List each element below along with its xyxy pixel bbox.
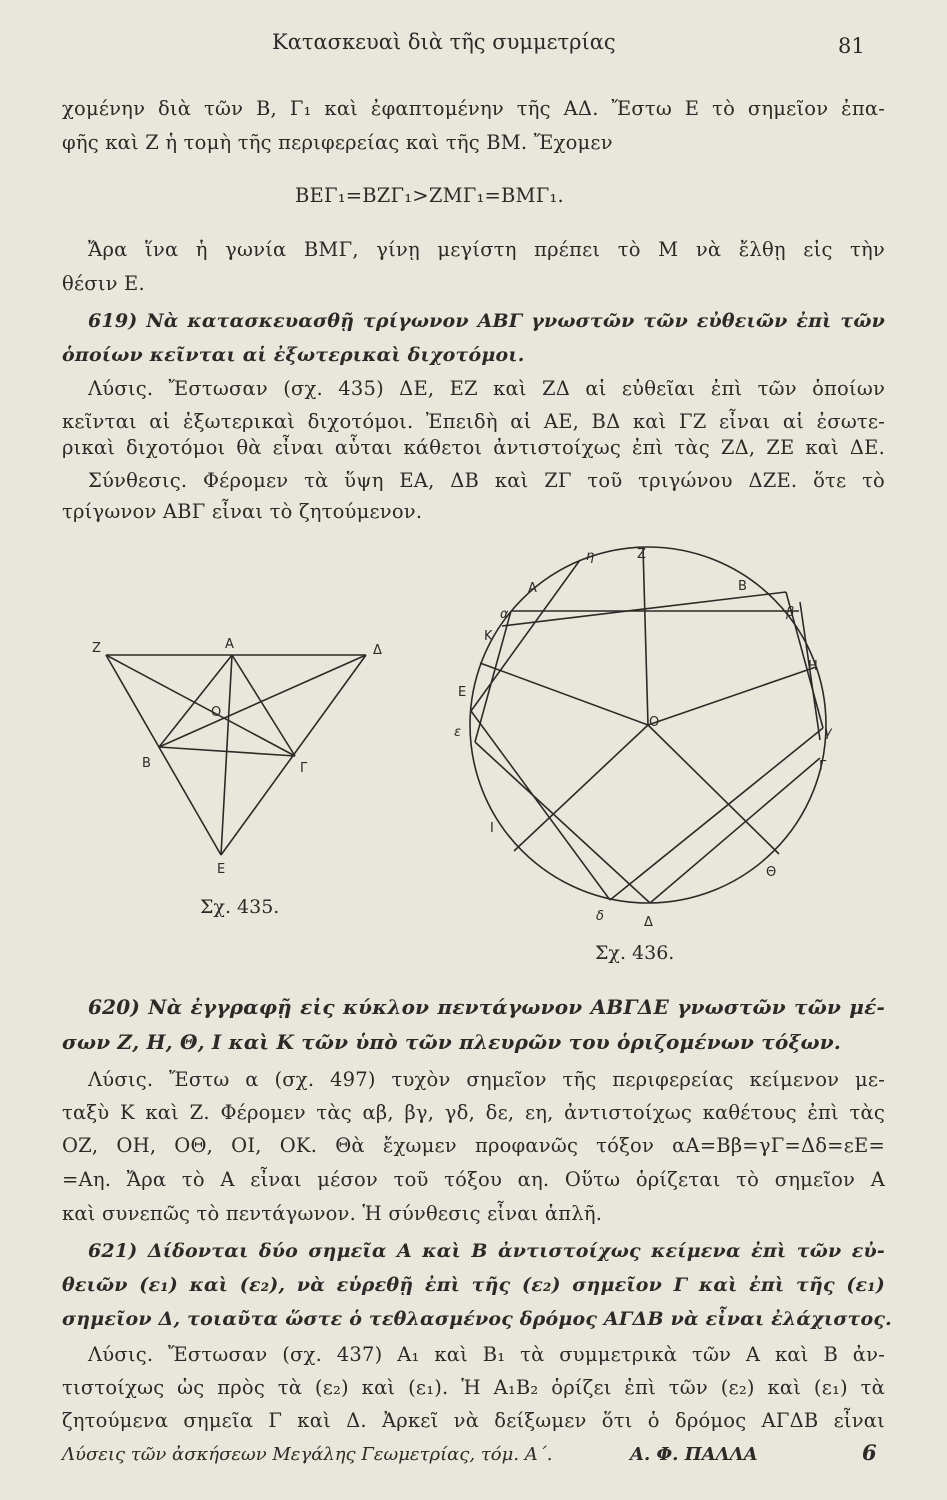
chord-gamma-delta (610, 728, 823, 900)
label-e: Ε (217, 862, 226, 877)
label-a: Α (528, 581, 537, 596)
text-line: Λύσις. Ἔστωσαν (σχ. 437) Α₁ καὶ Β₁ τὰ συμμετρικὰ τῶν Α καὶ Β ἀν- (88, 1343, 885, 1366)
label-z: Ζ (637, 547, 646, 562)
label-g: Γ (819, 759, 827, 774)
label-z: Ζ (92, 641, 101, 656)
text-line: ζητούμενα σημεῖα Γ καὶ Δ. Ἀρκεῖ νὰ δείξωμεν ὅτι ὁ δρόμος ΑΓΔΒ εἶναι (62, 1409, 885, 1432)
problem-619-title-cont: ὁποίων κεῖνται αἱ ἐξωτερικαὶ διχοτόμοι. (62, 344, 525, 366)
label-a: Α (225, 637, 234, 652)
caption-436: Σχ. 436. (595, 942, 675, 964)
page-number: 81 (838, 34, 865, 58)
label-i: Ι (490, 821, 494, 836)
text-line: Λύσις. Ἔστω α (σχ. 497) τυχὸν σημεῖον τῆς περιφερείας κείμενον με- (88, 1068, 885, 1091)
label-h: Η (808, 659, 818, 674)
radius-oth (648, 725, 779, 854)
text-line: φῆς καὶ Ζ ἡ τομὴ τῆς περιφερείας καὶ τῆς ΒΜ. Ἔχομεν (62, 131, 613, 154)
text-line: Λύσις. Ἔστωσαν (σχ. 435) ΔΕ, ΕΖ καὶ ΖΔ αἱ εὐθεῖαι ἐπὶ τῶν ὁποίων (88, 377, 885, 400)
signature-mark: 6 (862, 1440, 877, 1465)
figure-435 (80, 630, 410, 890)
problem-621-title: 621) Δίδονται δύο σημεῖα Α καὶ Β ἀντιστοίχως κείμενα ἐπὶ τῶν εὐ- (88, 1240, 885, 1262)
label-o: Ο (649, 715, 660, 730)
text-line: καὶ συνεπῶς τὸ πεντάγωνον. Ἡ σύνθεσις εἶναι ἁπλῆ. (62, 1202, 603, 1225)
text-line: κεῖνται αἱ ἐξωτερικαὶ διχοτόμοι. Ἐπειδὴ αἱ ΑΕ, ΒΔ καὶ ΓΖ εἶναι αἱ ἐσωτε- (62, 410, 885, 433)
label-gamma: γ (824, 725, 832, 740)
text-line: ΟΖ, ΟΗ, ΟΘ, ΟΙ, ΟΚ. Θὰ ἔχωμεν προφανῶς τόξον αΑ=Ββ=γΓ=Δδ=εΕ= (62, 1134, 885, 1157)
footer-title: Λύσεις τῶν ἀσκήσεων Μεγάλης Γεωμετρίας, τόμ. Α΄. (62, 1444, 553, 1465)
problem-621-title-cont: θειῶν (ε₁) καὶ (ε₂), νὰ εὑρεθῇ ἐπὶ τῆς (ε₂) σημεῖον Γ καὶ ἐπὶ τῆς (ε₁) (62, 1274, 885, 1296)
label-o: Ο (211, 705, 222, 720)
label-alpha: α (500, 607, 509, 622)
label-e: Ε (458, 685, 467, 700)
text-line: χομένην διὰ τῶν Β, Γ₁ καὶ ἐφαπτομένην τῆς ΑΔ. Ἔστω Ε τὸ σημεῖον ἐπα- (62, 97, 885, 120)
text-line: τιστοίχως ὡς πρὸς τὰ (ε₂) καὶ (ε₁). Ἡ Α₁Β₂ ὁρίζει ἐπὶ τῶν (ε₂) καὶ (ε₁) τὰ (62, 1376, 885, 1399)
radius-oz (643, 547, 648, 725)
problem-621-title-cont: σημεῖον Δ, τοιαῦτα ὥστε ὁ τεθλασμένος δρόμος ΑΓΔΒ νὰ εἶναι ἐλάχιστος. (62, 1308, 892, 1330)
side-a-g (232, 655, 295, 756)
text-line: =Αη. Ἄρα τὸ Α εἶναι μέσον τοῦ τόξου αη. Οὕτω ὁρίζεται τὸ σημεῖον Α (62, 1168, 885, 1191)
chord-g-d (650, 758, 820, 903)
caption-435: Σχ. 435. (200, 896, 280, 918)
problem-619-title: 619) Νὰ κατασκευασθῇ τρίγωνον ΑΒΓ γνωστῶν τῶν εὐθειῶν ἐπὶ τῶν (88, 310, 885, 332)
problem-620-title: 620) Νὰ ἐγγραφῇ εἰς κύκλον πεντάγωνον ΑΒΓΔΕ γνωστῶν τῶν μέ- (88, 995, 885, 1019)
label-epsilon: ε (454, 725, 462, 740)
label-eta: η (586, 549, 595, 564)
text-line: θέσιν Ε. (62, 272, 145, 295)
radius-oi (514, 725, 648, 851)
running-header: Κατασκευαὶ διὰ τῆς συμμετρίας (272, 30, 616, 54)
footer-author: Α. Φ. ΠΑΛΛΑ (630, 1444, 758, 1465)
chord-e-a (475, 611, 511, 742)
label-beta: β (786, 605, 795, 620)
label-b: Β (142, 756, 151, 771)
label-g: Γ (300, 761, 308, 776)
text-line: Σύνθεσις. Φέρομεν τὰ ὕψη ΕΑ, ΔΒ καὶ ΖΓ τοῦ τριγώνου ΔΖΕ. ὅτε τὸ (88, 469, 885, 492)
text-line: ρικαὶ διχοτόμοι θὰ εἶναι αὗται κάθετοι ἀντιστοίχως ἐπὶ τὰς ΖΔ, ΖΕ καὶ ΔΕ. (62, 436, 885, 459)
label-d: Δ (373, 643, 382, 658)
text-line: ταξὺ Κ καὶ Ζ. Φέρομεν τὰς αβ, βγ, γδ, δε, εη, ἀντιστοίχως καθέτους ἐπὶ τὰς (62, 1101, 885, 1124)
altitude-d-b (159, 655, 366, 747)
formula-line: ΒΕΓ₁=ΒΖΓ₁>ΖΜΓ₁=ΒΜΓ₁. (295, 184, 564, 207)
problem-620-title-cont: σων Ζ, Η, Θ, Ι καὶ Κ τῶν ὑπὸ τῶν πλευρῶν του ὁριζομένων τόξων. (62, 1030, 842, 1054)
radius-ok (480, 663, 648, 725)
label-k: Κ (484, 629, 493, 644)
altitude-e-a (221, 655, 232, 855)
label-delta-small: δ (596, 909, 604, 924)
figure-436 (440, 540, 860, 930)
label-theta: Θ (766, 865, 777, 880)
radius-oh (648, 667, 816, 725)
text-line: τρίγωνον ΑΒΓ εἶναι τὸ ζητούμενον. (62, 500, 423, 523)
chord-d-e (475, 742, 650, 903)
side-a-b (159, 655, 232, 747)
label-delta: Δ (644, 915, 653, 930)
label-b: Β (738, 579, 747, 594)
chord-delta-epsilon (471, 711, 610, 900)
text-line: Ἄρα ἵνα ἡ γωνία ΒΜΓ, γίνῃ μεγίστη πρέπει τὸ Μ νὰ ἔλθῃ εἰς τὴν (88, 238, 885, 261)
